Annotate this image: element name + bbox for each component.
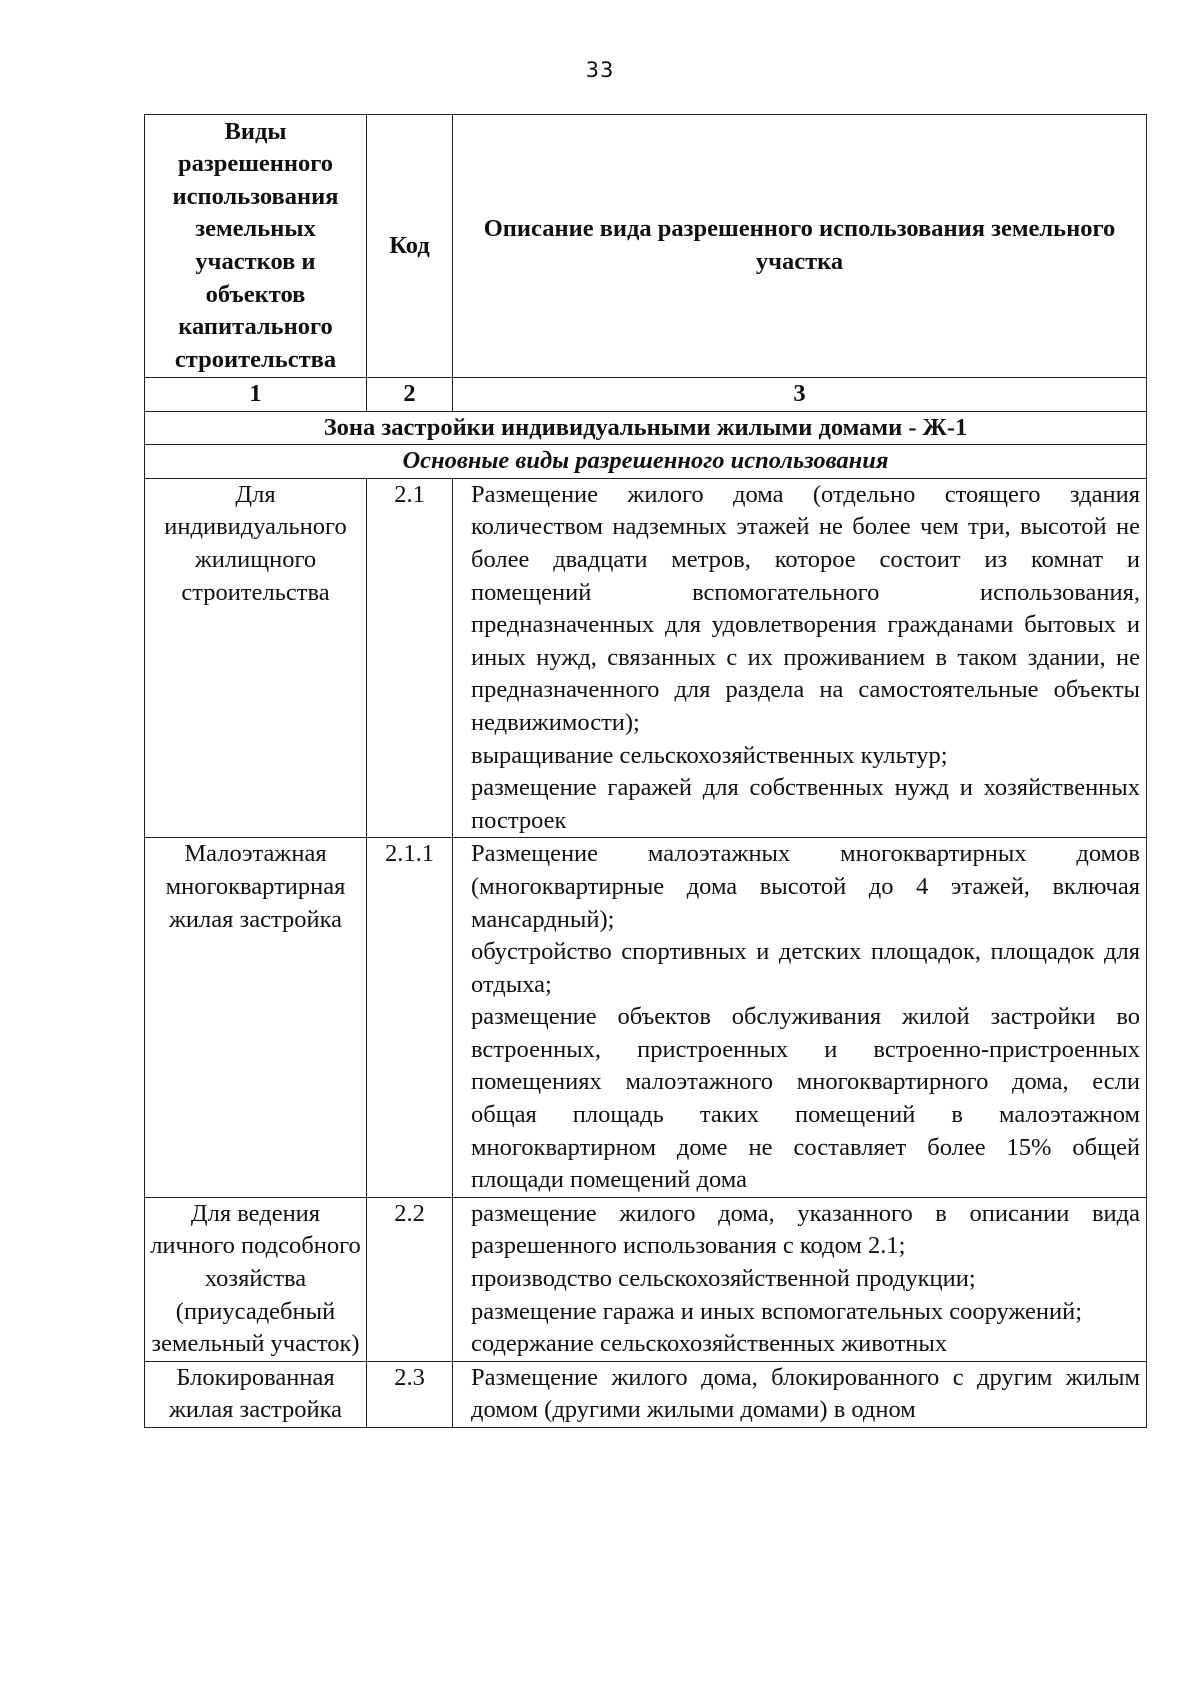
column-number-row bbox=[145, 378, 1147, 412]
page-number: 33 bbox=[585, 58, 615, 82]
table-row bbox=[145, 838, 1147, 1198]
header-description: Описание вида разрешенного использования земельного участка bbox=[453, 115, 1147, 378]
header-code: Код bbox=[367, 115, 453, 378]
use-type-description bbox=[453, 478, 1147, 838]
table-header-row bbox=[145, 115, 1147, 378]
description-paragraph: Размещение жилого дома (отдельно стоящего здания количеством надземных этажей не более чем три, высотой не более двадцати метров, которое состоит из комнат и помещений вспомогательного использования, предназначенных для удовлетворения гражданами бытовых и иных нужд, связанных с их проживанием в таком здании, не предназначенного для раздела на самостоятельные объекты недвижимости); bbox=[471, 480, 1140, 736]
use-type-name: Малоэтажная многоквартирная жилая застройка bbox=[145, 838, 367, 1198]
use-type-description bbox=[453, 1361, 1147, 1427]
description-paragraph: Размещение малоэтажных многоквартирных домов (многоквартирные дома высотой до 4 этажей, включая мансардный); bbox=[471, 840, 1140, 933]
description-paragraph: содержание сельскохозяйственных животных bbox=[471, 1330, 948, 1358]
description-paragraph: обустройство спортивных и детских площадок, площадок для отдыха; bbox=[471, 938, 1140, 998]
subzone-title: Основные виды разрешенного использования bbox=[145, 445, 1147, 479]
use-type-code: 2.1.1 bbox=[367, 838, 453, 1198]
description-paragraph: размещение жилого дома, указанного в описании вида разрешенного использования с кодом 2.1; bbox=[471, 1199, 1140, 1260]
use-type-code: 2.1 bbox=[367, 478, 453, 838]
zone-title-row bbox=[145, 411, 1147, 445]
header-use-type: Виды разрешенного использования земельных участков и объектов капитального строительства bbox=[145, 115, 367, 378]
description-paragraph: размещение гаража и иных вспомогательных сооружений; bbox=[471, 1297, 1083, 1325]
use-type-code: 2.3 bbox=[367, 1361, 453, 1427]
use-type-description bbox=[453, 838, 1147, 1198]
description-paragraph: производство сельскохозяйственной продукции; bbox=[471, 1265, 976, 1293]
description-paragraph: Размещение жилого дома, блокированного с другим жилым домом (другими жилыми домами) в одном bbox=[471, 1363, 1140, 1424]
use-type-name: Для ведения личного подсобного хозяйства (приусадебный земельный участок) bbox=[145, 1197, 367, 1361]
description-paragraph: размещение гаражей для собственных нужд и хозяйственных построек bbox=[471, 774, 1140, 834]
use-type-code: 2.2 bbox=[367, 1197, 453, 1361]
land-use-table bbox=[144, 114, 1147, 1428]
use-type-name: Для индивидуального жилищного строительства bbox=[145, 478, 367, 838]
subzone-title-row bbox=[145, 445, 1147, 479]
table-row bbox=[145, 1197, 1147, 1361]
zone-title: Зона застройки индивидуальными жилыми домами - Ж-1 bbox=[145, 411, 1147, 445]
description-paragraph: выращивание сельскохозяйственных культур; bbox=[471, 741, 948, 769]
table-row bbox=[145, 478, 1147, 838]
column-number-2: 2 bbox=[367, 378, 453, 412]
use-type-description bbox=[453, 1197, 1147, 1361]
description-paragraph: размещение объектов обслуживания жилой застройки во встроенных, пристроенных и встроенно-пристроенных помещениях малоэтажного многоквартирного дома, если общая площадь таких помещений в малоэтажном многоквартирном доме не составляет более 15% общей площади помещений дома bbox=[471, 1003, 1140, 1194]
use-type-name: Блокированная жилая застройка bbox=[145, 1361, 367, 1427]
table-row bbox=[145, 1361, 1147, 1427]
land-use-table-container bbox=[144, 114, 1146, 1428]
column-number-1: 1 bbox=[145, 378, 367, 412]
column-number-3: 3 bbox=[453, 378, 1147, 412]
